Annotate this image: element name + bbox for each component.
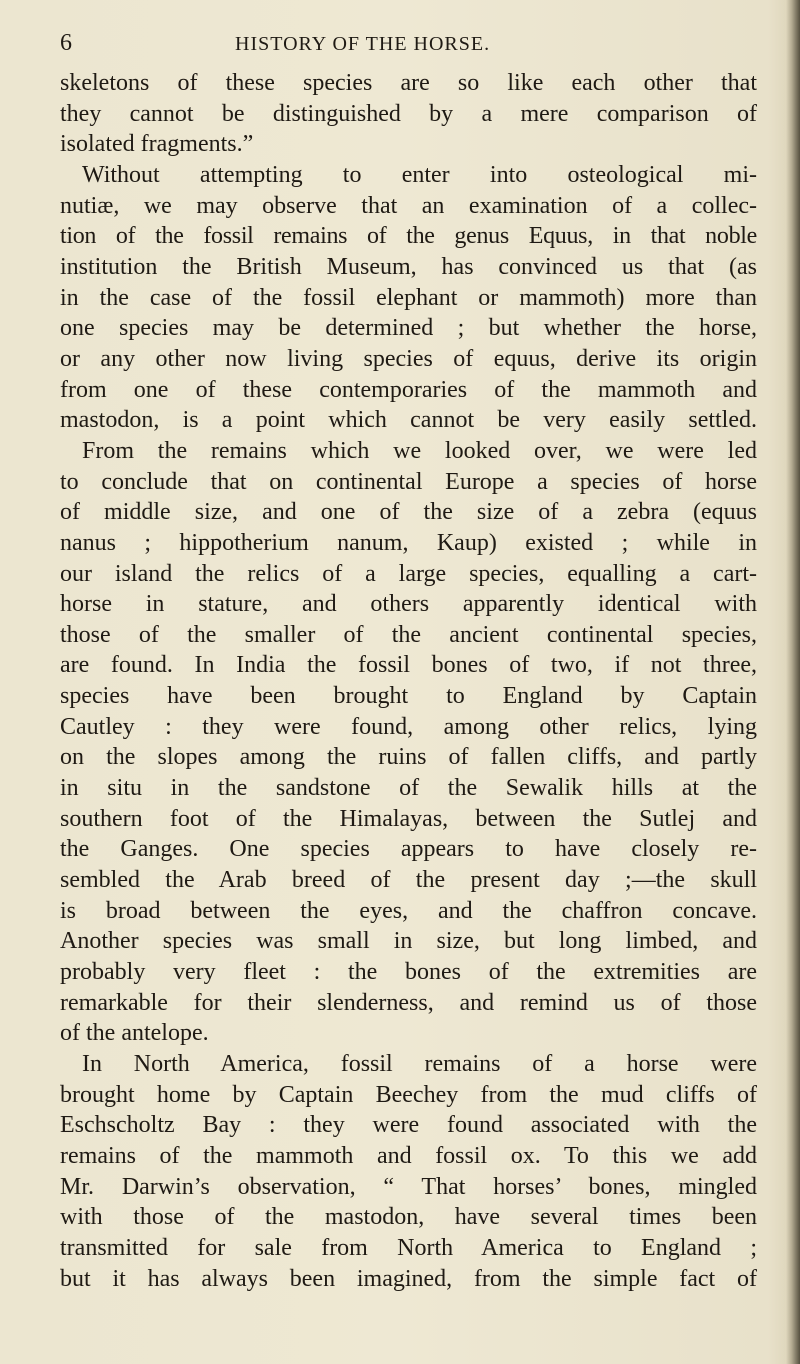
text-line: to conclude that on continental Europe a species of horse [60,468,757,495]
text-line: Eschscholtz Bay : they were found associated with the [60,1112,757,1139]
body-text [60,68,757,1294]
text-line: from one of these contemporaries of the mammoth and [60,376,757,403]
text-line: they cannot be distinguished by a mere comparison of [60,100,757,127]
text-line: is broad between the eyes, and the chaffron concave. [60,897,757,924]
text-line: those of the smaller of the ancient continental species, [60,621,757,648]
text-line: nanus ; hippotherium nanum, Kaup) existed ; while in [60,529,757,556]
text-line: species have been brought to England by Captain [60,683,757,710]
text-line: of middle size, and one of the size of a zebra (equus [60,499,757,526]
text-line: Without attempting to enter into osteological mi- [82,161,757,188]
text-line: Mr. Darwin’s observation, “ That horses’ bones, mingled [60,1173,757,1200]
text-line: Cautley : they were found, among other relics, lying [60,713,757,740]
text-line: sembled the Arab breed of the present day ;—the skull [60,867,757,894]
page-number: 6 [60,30,72,56]
text-line: on the slopes among the ruins of fallen cliffs, and partly [60,744,757,771]
text-line: with those of the mastodon, have several times been [60,1204,757,1231]
text-line: nutiæ, we may observe that an examination of a collec- [60,192,757,219]
text-line: From the remains which we looked over, we were led [82,437,757,464]
text-line: but it has always been imagined, from the simple fact of [60,1265,757,1292]
text-line: are found. In India the fossil bones of two, if not three, [60,652,757,679]
text-line: transmitted for sale from North America to England ; [60,1234,757,1261]
text-line: our island the relics of a large species, equalling a cart- [60,560,757,587]
text-line: or any other now living species of equus, derive its origin [60,345,757,372]
page-header [60,30,760,60]
text-line: brought home by Captain Beechey from the mud cliffs of [60,1081,757,1108]
text-line: one species may be determined ; but whether the horse, [60,315,757,342]
text-line: of the antelope. [60,1020,209,1047]
text-line: horse in stature, and others apparently identical with [60,591,757,618]
text-line: remains of the mammoth and fossil ox. To this we add [60,1142,757,1169]
text-line: in situ in the sandstone of the Sewalik hills at the [60,775,757,802]
text-line: the Ganges. One species appears to have closely re- [60,836,757,863]
text-line: skeletons of these species are so like each other that [60,70,757,96]
text-line: in the case of the fossil elephant or mammoth) more than [60,284,757,311]
text-line: southern foot of the Himalayas, between the Sutlej and [60,805,757,832]
text-line: isolated fragments.” [60,131,254,158]
page-spine-shadow [786,0,800,1364]
text-line: In North America, fossil remains of a horse were [82,1051,757,1077]
text-line: Another species was small in size, but long limbed, and [60,928,757,955]
text-line: institution the British Museum, has convinced us that (as [60,253,757,280]
text-line: probably very fleet : the bones of the extremities are [60,959,757,986]
text-line: mastodon, is a point which cannot be very easily settled. [60,407,757,434]
running-title: HISTORY OF THE HORSE. [235,33,491,55]
text-line: tion of the fossil remains of the genus Equus, in that noble [60,223,757,250]
text-line: remarkable for their slenderness, and remind us of those [60,989,757,1016]
